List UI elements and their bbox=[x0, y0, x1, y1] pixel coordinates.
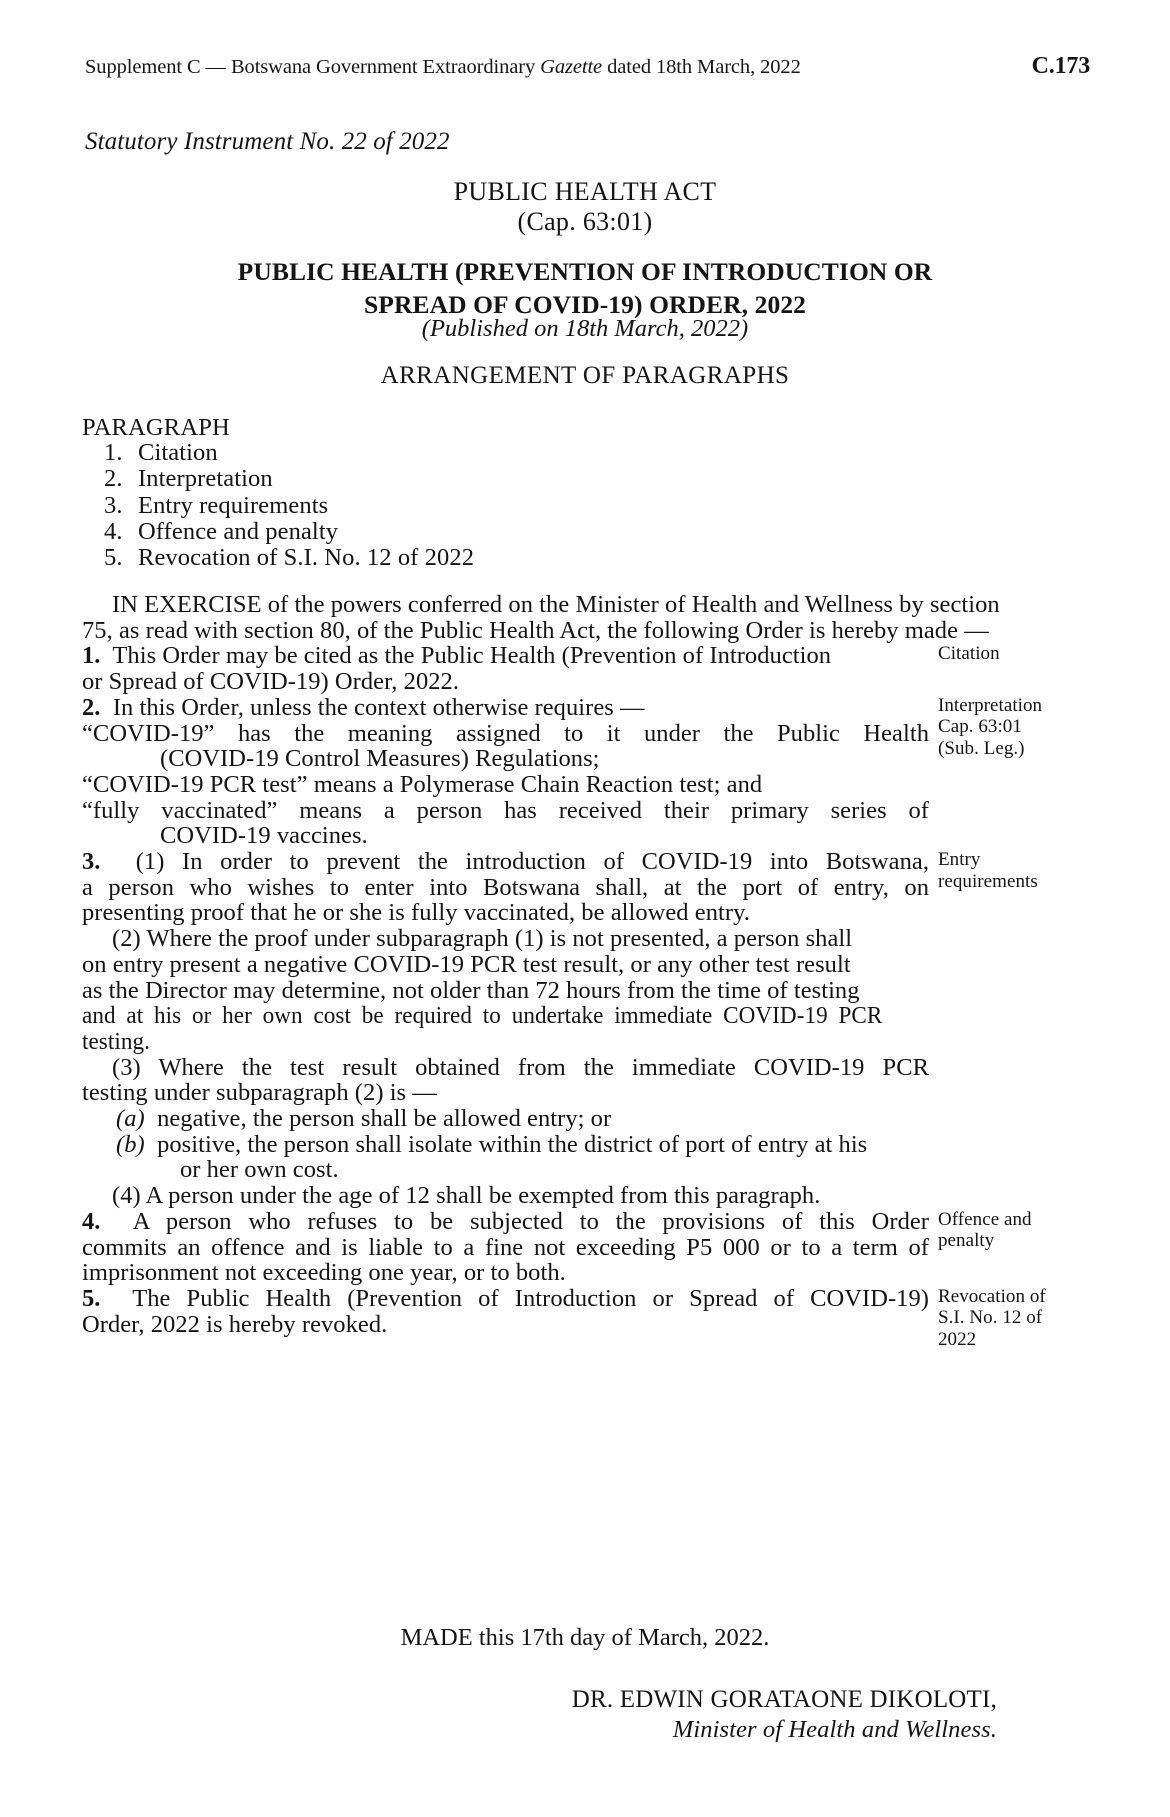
paragraph-4 bbox=[82, 1209, 1092, 1286]
paragraph-5-line-2: Order, 2022 is hereby revoked. bbox=[82, 1310, 388, 1338]
running-header bbox=[85, 53, 1090, 80]
order-title-line-2: SPREAD OF COVID-19) ORDER, 2022 bbox=[363, 289, 807, 319]
paragraph-1-line-2: or Spread of COVID-19) Order, 2022. bbox=[82, 668, 460, 696]
margin-note-interpretation-label: Interpretation bbox=[938, 694, 1043, 716]
act-title-block bbox=[85, 177, 1085, 238]
margin-note-revocation-line-1: Revocation of bbox=[938, 1285, 1046, 1307]
signatory-name: DR. EDWIN GORATAONE DIKOLOTI, bbox=[571, 1686, 997, 1713]
margin-note-subleg: (Sub. Leg.) bbox=[938, 737, 1025, 759]
paragraph-3-item-a-marker: (a) bbox=[116, 1105, 145, 1133]
definition-covid-line-1: “COVID-19” has the meaning assigned to it under the Public Health bbox=[82, 719, 929, 747]
list-item-label: Revocation of S.I. No. 12 of 2022 bbox=[138, 544, 475, 572]
paragraph-3-sub1-line-2: a person who wishes to enter into Botswana shall, at the port of entry, on bbox=[82, 873, 929, 901]
paragraph-3-sub2-line-1: (2) Where the proof under subparagraph (1) is not presented, a person shall bbox=[112, 925, 853, 953]
list-item bbox=[82, 519, 782, 545]
list-item-number: 4. bbox=[104, 517, 123, 545]
paragraph-2-text-1: In this Order, unless the context otherwise requires — bbox=[112, 693, 645, 721]
paragraph-5-text-1: The Public Health (Prevention of Introduction or Spread of COVID-19) bbox=[132, 1284, 929, 1312]
list-item bbox=[82, 466, 782, 492]
order-title-line-1: PUBLIC HEALTH (PREVENTION OF INTRODUCTION OR bbox=[237, 257, 933, 286]
margin-note-entry-line-1: Entry bbox=[938, 849, 981, 871]
paragraph-2 bbox=[82, 695, 1092, 849]
paragraph-5-number: 5. bbox=[82, 1284, 101, 1312]
paragraph-list-heading: PARAGRAPH bbox=[82, 414, 230, 441]
paragraph-1-text-1: This Order may be cited as the Public Health (Prevention of Introduction bbox=[112, 642, 832, 670]
header-supplement-line bbox=[85, 56, 801, 79]
paragraph-4-number: 4. bbox=[82, 1207, 101, 1235]
list-item bbox=[82, 440, 782, 466]
list-item-label: Offence and penalty bbox=[138, 517, 339, 545]
margin-note-cap: Cap. 63:01 bbox=[938, 716, 1022, 738]
definition-covid-line-2: (COVID-19 Control Measures) Regulations; bbox=[160, 745, 600, 773]
list-item-label: Citation bbox=[138, 439, 218, 466]
paragraph-3-sub2-text-4: and at his or her own cost be required to undertake immediate COVID-19 PCR testing. bbox=[82, 1002, 883, 1055]
definition-fully-vaccinated-line-2: COVID-19 vaccines. bbox=[160, 822, 368, 850]
margin-note-revocation bbox=[938, 1286, 1108, 1351]
paragraph-3-item-b-line-2: or her own cost. bbox=[180, 1156, 339, 1184]
margin-note-interpretation bbox=[938, 695, 1108, 760]
paragraph-3-item-a bbox=[82, 1106, 1027, 1132]
paragraph-3-sub2-line-3: as the Director may determine, not older than 72 hours from the time of testing bbox=[82, 976, 860, 1004]
enacting-line-1: IN EXERCISE of the powers conferred on the Minister of Health and Wellness by section bbox=[112, 591, 1000, 618]
margin-note-entry-line-2: requirements bbox=[938, 870, 1038, 892]
list-item-number: 3. bbox=[104, 491, 123, 519]
paragraph-1 bbox=[82, 643, 1092, 694]
paragraph-3-sub3-line-2: testing under subparagraph (2) is — bbox=[82, 1079, 437, 1107]
paragraph-3-sub1-line-1 bbox=[82, 849, 929, 875]
paragraph-3-item-b-marker: (b) bbox=[116, 1130, 145, 1158]
act-name: PUBLIC HEALTH ACT bbox=[453, 177, 717, 206]
margin-note-entry-requirements bbox=[938, 849, 1108, 892]
paragraph-list bbox=[82, 440, 782, 572]
list-item bbox=[82, 545, 782, 571]
paragraph-3-number: 3. bbox=[82, 848, 101, 876]
order-published-date: (Published on 18th March, 2022) bbox=[421, 315, 749, 342]
margin-note-offence-line-1: Offence and bbox=[938, 1208, 1032, 1230]
margin-note-citation: Citation bbox=[938, 643, 1000, 665]
paragraph-2-line-1 bbox=[82, 695, 929, 721]
paragraph-3-sub1-text-1: (1) In order to prevent the introduction of COVID-19 into Botswana, bbox=[135, 848, 929, 876]
margin-note-offence-penalty bbox=[938, 1209, 1108, 1252]
paragraph-2-number: 2. bbox=[82, 693, 101, 721]
signatory-title: Minister of Health and Wellness. bbox=[672, 1716, 997, 1743]
paragraph-1-number: 1. bbox=[82, 642, 101, 670]
paragraph-4-line-1 bbox=[82, 1209, 929, 1235]
arrangement-heading: ARRANGEMENT OF PARAGRAPHS bbox=[380, 362, 790, 389]
header-gazette-italic: Gazette bbox=[540, 56, 603, 78]
document-body bbox=[82, 591, 1092, 1350]
paragraph-3-sub1-line-3: presenting proof that he or she is fully vaccinated, be allowed entry. bbox=[82, 899, 750, 927]
page-number: C.173 bbox=[1031, 53, 1090, 79]
list-item-number: 2. bbox=[104, 465, 123, 493]
signature-block bbox=[85, 1686, 1085, 1744]
margin-note-revocation-line-2: S.I. No. 12 of bbox=[938, 1307, 1043, 1329]
paragraph-3 bbox=[82, 849, 1092, 1209]
paragraph-5 bbox=[82, 1284, 1092, 1350]
statutory-instrument-line: Statutory Instrument No. 22 of 2022 bbox=[85, 128, 450, 155]
act-cap: (Cap. 63:01) bbox=[517, 207, 653, 237]
list-item-label: Entry requirements bbox=[138, 491, 329, 519]
paragraph-3-item-b-text-1: positive, the person shall isolate within the district of port of entry at his bbox=[157, 1130, 868, 1158]
paragraph-4-line-3: imprisonment not exceeding one year, or to both. bbox=[82, 1259, 566, 1287]
paragraph-3-item-a-text: negative, the person shall be allowed entry; or bbox=[157, 1105, 612, 1133]
definition-pcr-test: “COVID-19 PCR test” means a Polymerase Chain Reaction test; and bbox=[82, 770, 763, 798]
paragraph-5-line-1 bbox=[82, 1286, 929, 1312]
header-prefix: Supplement C — Botswana Government Extraordinary bbox=[85, 56, 541, 78]
list-item-number: 1. bbox=[104, 439, 123, 466]
header-suffix: dated 18th March, 2022 bbox=[602, 56, 801, 78]
list-item-label: Interpretation bbox=[138, 465, 273, 493]
paragraph-4-text-1: A person who refuses to be subjected to the provisions of this Order bbox=[132, 1207, 930, 1235]
paragraph-3-sub2-line-4 bbox=[82, 1003, 929, 1054]
enacting-line-2: 75, as read with section 80, of the Public Health Act, the following Order is hereby made — bbox=[82, 616, 989, 644]
list-item-number: 5. bbox=[104, 544, 123, 572]
paragraph-3-item-b-line-1 bbox=[82, 1132, 1027, 1158]
margin-note-revocation-line-3: 2022 bbox=[938, 1328, 977, 1350]
paragraph-3-sub4: (4) A person under the age of 12 shall be exempted from this paragraph. bbox=[112, 1182, 821, 1210]
enacting-formula bbox=[82, 592, 1092, 643]
made-clause: MADE this 17th day of March, 2022. bbox=[400, 1624, 770, 1651]
paragraph-3-sub3-line-1: (3) Where the test result obtained from the immediate COVID-19 PCR bbox=[112, 1053, 929, 1081]
paragraph-4-line-2: commits an offence and is liable to a fine not exceeding P5 000 or to a term of bbox=[82, 1233, 929, 1261]
margin-note-offence-line-2: penalty bbox=[938, 1230, 995, 1252]
definition-fully-vaccinated-line-1: “fully vaccinated” means a person has received their primary series of bbox=[82, 796, 929, 824]
paragraph-1-line-1 bbox=[82, 643, 929, 669]
paragraph-3-sub2-line-2: on entry present a negative COVID-19 PCR test result, or any other test result bbox=[82, 950, 851, 978]
list-item bbox=[82, 493, 782, 519]
order-title bbox=[85, 256, 1085, 321]
